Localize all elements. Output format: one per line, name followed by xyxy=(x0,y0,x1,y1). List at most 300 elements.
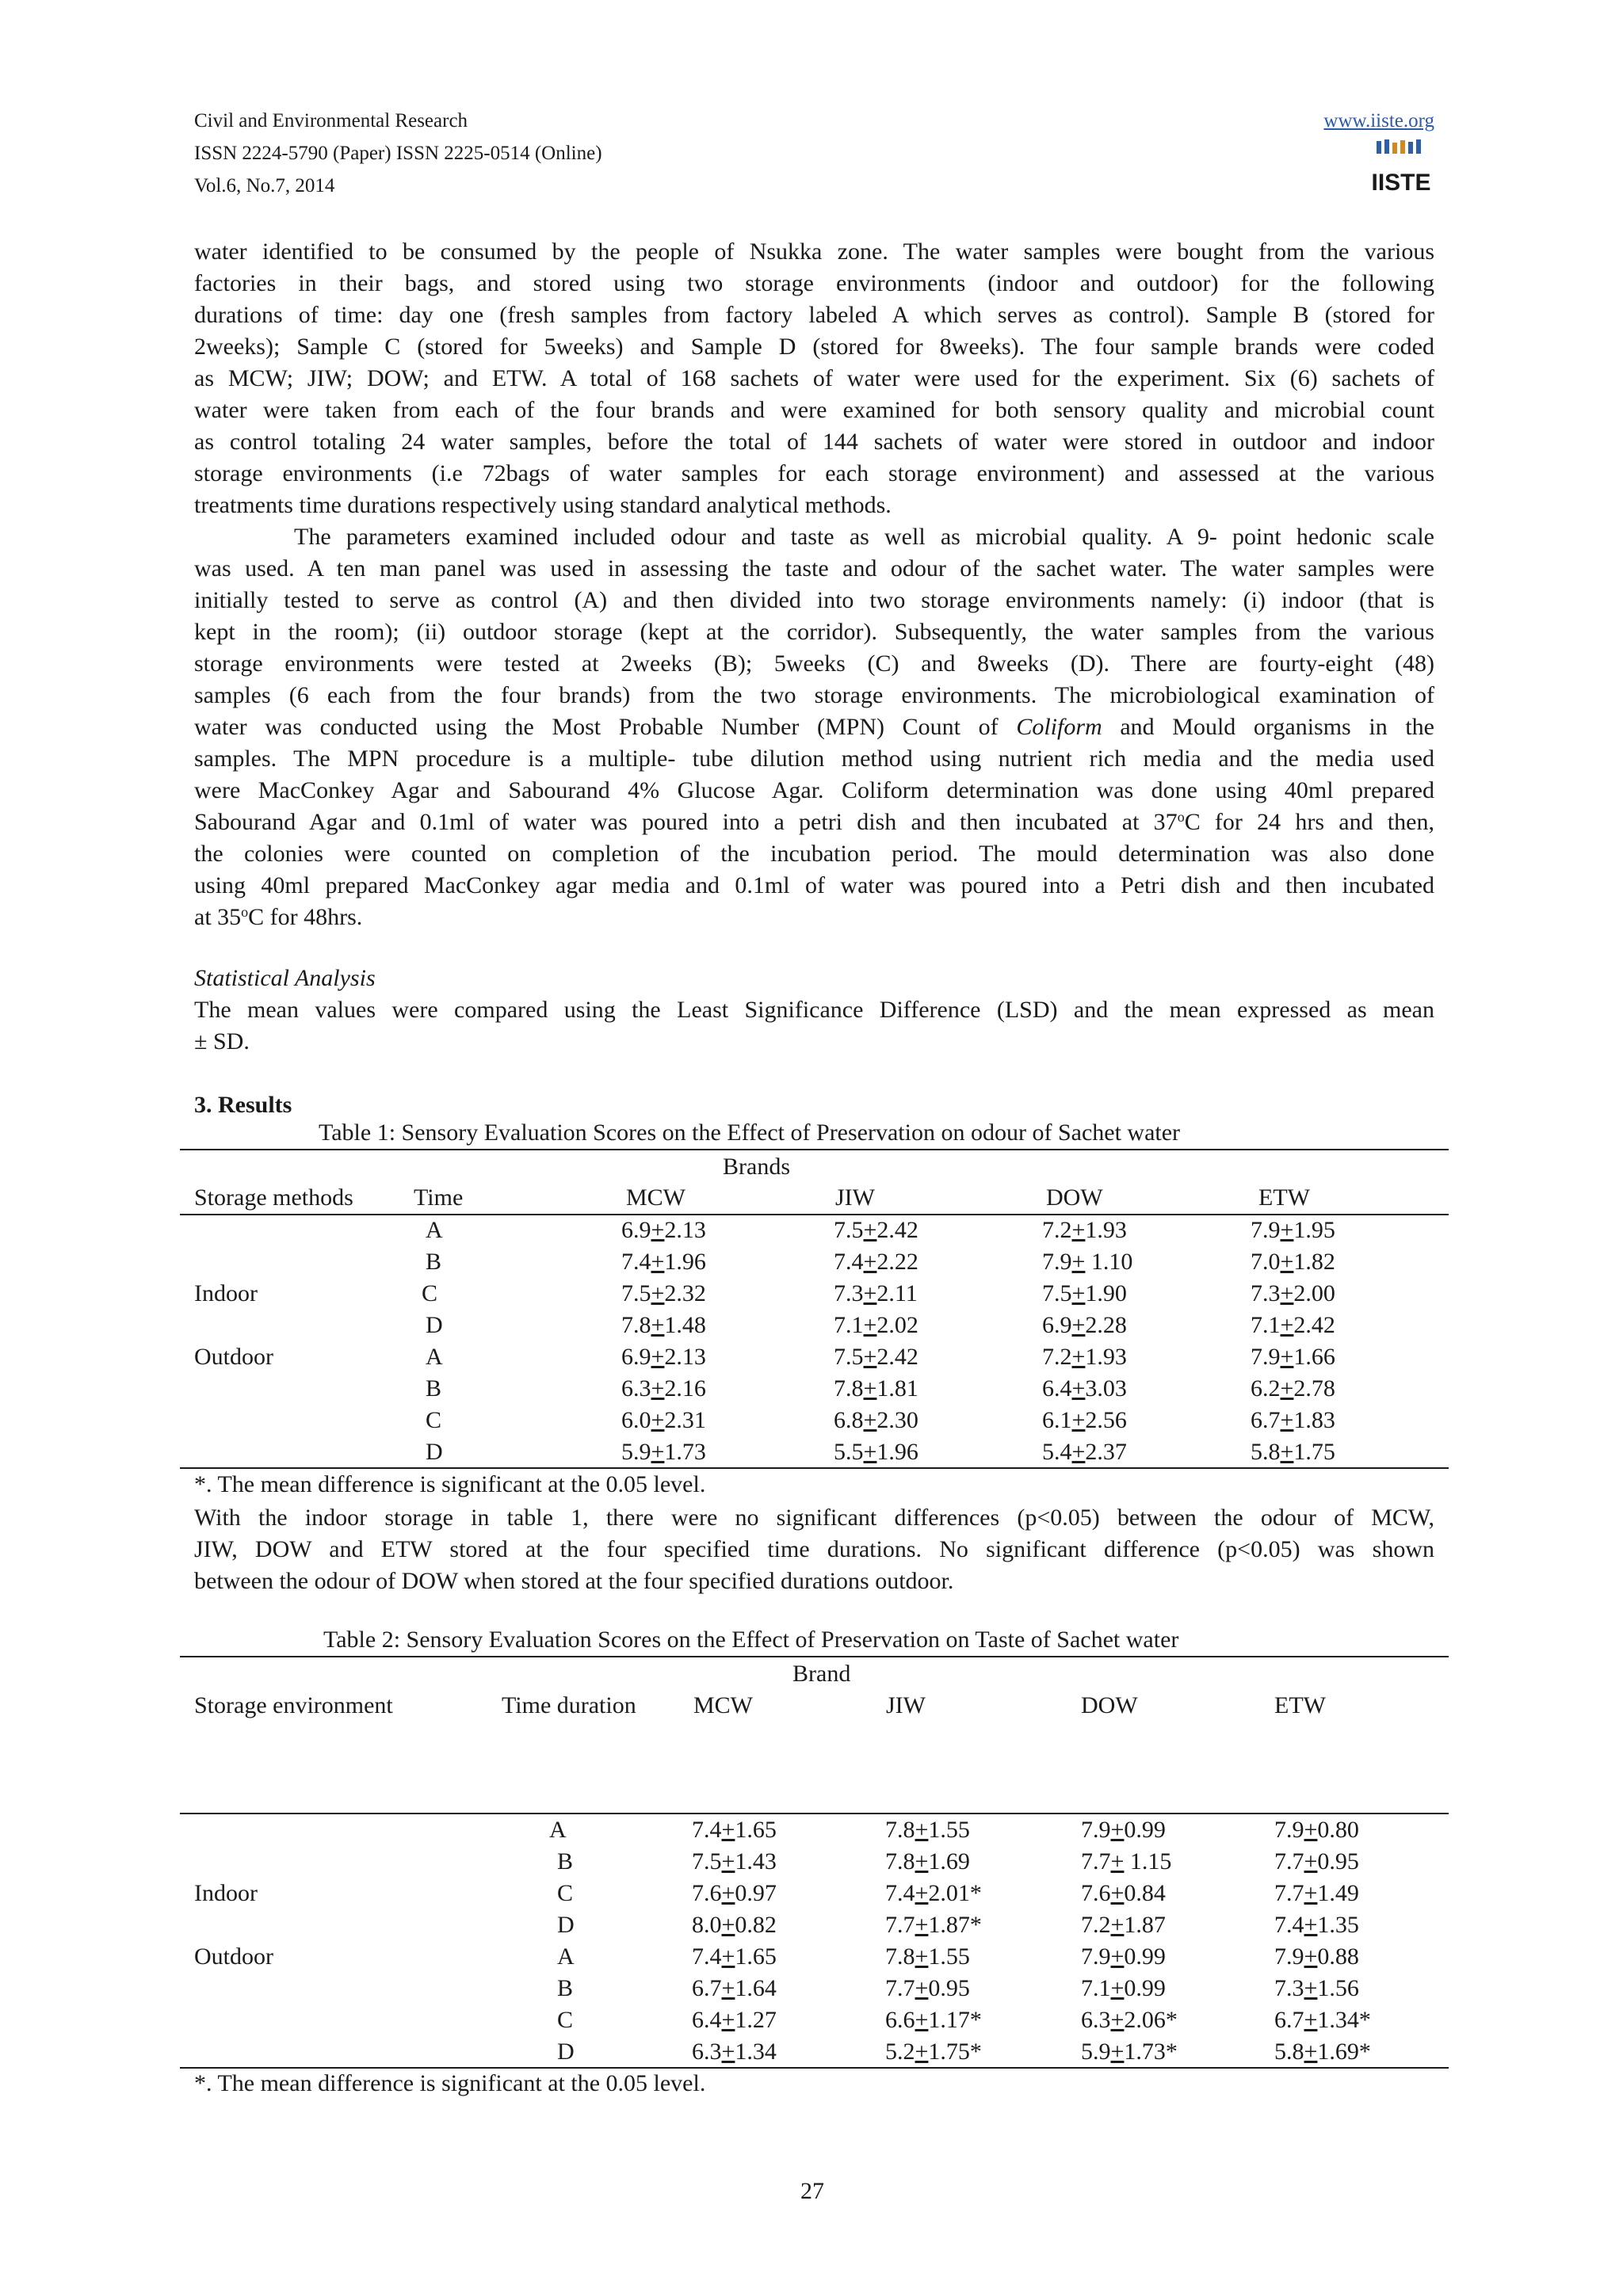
sd-value: 1.95 xyxy=(1293,1217,1335,1243)
table2-cell xyxy=(1081,2006,1178,2035)
mean-value: 6.4 xyxy=(1042,1375,1072,1402)
sd-value: 1.82 xyxy=(1293,1249,1335,1275)
table1-caption: Table 1: Sensory Evaluation Scores on the Effect of Preservation on odour of Sachet water xyxy=(319,1119,1181,1146)
plus-minus-sign: + xyxy=(651,1217,665,1243)
mean-value: 7.1 xyxy=(1081,1975,1111,2001)
mean-value: 7.7 xyxy=(1081,1848,1111,1875)
plus-minus-sign: + xyxy=(1304,1943,1318,1970)
mean-value: 6.3 xyxy=(692,2039,722,2065)
page-number: 27 xyxy=(800,2178,824,2204)
table2-cell xyxy=(1081,1911,1166,1939)
mean-value: 7.5 xyxy=(692,1848,722,1875)
table1-time-label: D xyxy=(426,1312,443,1338)
sd-value: 1.96 xyxy=(664,1249,706,1275)
sd-value: 1.83 xyxy=(1293,1407,1335,1433)
table1-cell xyxy=(834,1311,918,1340)
sd-value: 1.34 xyxy=(735,2039,777,2065)
table2-cell xyxy=(1274,1911,1359,1939)
table1-cell xyxy=(621,1406,706,1435)
table2-cell xyxy=(1081,1974,1166,2003)
sd-value: 1.65 xyxy=(735,1817,777,1843)
plus-minus-sign: + xyxy=(721,1912,735,1938)
sd-value: 0.84 xyxy=(1124,1880,1166,1906)
mean-value: 6.3 xyxy=(621,1375,651,1402)
sd-value: 1.64 xyxy=(735,1975,777,2001)
plus-minus-sign: + xyxy=(915,2039,929,2065)
table2-brand-header-2: DOW xyxy=(1081,1692,1138,1718)
sd-value: 2.56 xyxy=(1085,1407,1127,1433)
sd-value: 2.37 xyxy=(1085,1439,1127,1465)
plus-minus-sign: + xyxy=(1280,1344,1294,1370)
table1-cell xyxy=(1042,1375,1127,1403)
mean-value: 5.4 xyxy=(1042,1439,1072,1465)
sd-value: 1.34* xyxy=(1317,2007,1371,2033)
mean-value: 7.9 xyxy=(1042,1249,1072,1275)
plus-minus-sign: + xyxy=(1110,1848,1125,1875)
plus-minus-sign: + xyxy=(863,1344,877,1370)
mean-value: 7.6 xyxy=(692,1880,722,1906)
table2-cell xyxy=(1274,2038,1371,2066)
table2-cell xyxy=(885,1943,970,1971)
sd-value: 2.13 xyxy=(664,1344,706,1370)
paragraph-line: as MCW; JIW; DOW; and ETW. A total of 168 sachets of water were used for the experiment. Six (6) sachets of xyxy=(194,365,1434,391)
table2-cell xyxy=(692,2006,777,2035)
mean-value: 5.8 xyxy=(1274,2039,1304,2065)
issn-line: ISSN 2224-5790 (Paper) ISSN 2225-0514 (Online) xyxy=(194,143,602,164)
sd-value: 0.99 xyxy=(1124,1817,1166,1843)
table2-brand-header-1: JIW xyxy=(886,1692,926,1718)
mean-value: 7.8 xyxy=(885,1943,915,1970)
results-heading: 3. Results xyxy=(194,1092,292,1118)
plus-minus-sign: + xyxy=(721,1975,735,2001)
table1-cell xyxy=(834,1248,918,1276)
table1-brand-header-3: ETW xyxy=(1258,1184,1310,1211)
mean-value: 6.4 xyxy=(692,2007,722,2033)
plus-minus-sign: + xyxy=(1280,1407,1294,1433)
sd-value: 1.87* xyxy=(928,1912,982,1938)
plus-minus-sign: + xyxy=(1280,1217,1294,1243)
sd-value: 1.65 xyxy=(735,1943,777,1970)
mean-value: 7.9 xyxy=(1081,1943,1111,1970)
mean-value: 6.9 xyxy=(621,1217,651,1243)
sd-value: 1.48 xyxy=(664,1312,706,1338)
table2-brand-header-0: MCW xyxy=(693,1692,753,1718)
table1-time-header: Time xyxy=(414,1184,464,1211)
sd-value: 1.43 xyxy=(735,1848,777,1875)
mean-value: 7.8 xyxy=(834,1375,864,1402)
plus-minus-sign: + xyxy=(721,1817,735,1843)
mean-value: 6.0 xyxy=(621,1407,651,1433)
plus-minus-sign: + xyxy=(1071,1344,1086,1370)
sd-value: 0.99 xyxy=(1124,1943,1166,1970)
table2-cell xyxy=(1274,1879,1359,1908)
plus-minus-sign: + xyxy=(1071,1407,1086,1433)
table2-storage-header: Storage environment xyxy=(194,1692,393,1718)
sd-value: 1.96 xyxy=(876,1439,918,1465)
plus-minus-sign: + xyxy=(915,1880,929,1906)
sd-value: 2.32 xyxy=(664,1280,706,1306)
mean-value: 6.7 xyxy=(1251,1407,1281,1433)
sd-value: 1.73 xyxy=(664,1439,706,1465)
plus-minus-sign: + xyxy=(1304,2039,1318,2065)
mean-value: 7.0 xyxy=(1251,1249,1281,1275)
mean-value: 7.9 xyxy=(1081,1817,1111,1843)
plus-minus-sign: + xyxy=(1280,1439,1294,1465)
sd-value: 2.42 xyxy=(876,1344,918,1370)
table1-cell xyxy=(834,1375,918,1403)
plus-minus-sign: + xyxy=(651,1439,665,1465)
plus-minus-sign: + xyxy=(915,1975,929,2001)
plus-minus-sign: + xyxy=(863,1439,877,1465)
table2-brand-header-3: ETW xyxy=(1274,1692,1326,1718)
table2-time-label: B xyxy=(557,1848,574,1875)
paragraph-line: With the indoor storage in table 1, there were no significant differences (p<0.05) between the odour of MCW, xyxy=(194,1505,1434,1531)
table2-cell xyxy=(1274,1816,1359,1844)
mean-value: 7.3 xyxy=(1251,1280,1281,1306)
table2-bottom-rule xyxy=(180,2067,1449,2069)
plus-minus-sign: + xyxy=(863,1312,877,1338)
sd-value: 2.11 xyxy=(876,1280,918,1306)
table2-cell xyxy=(692,1911,777,1939)
sd-value: 1.75* xyxy=(928,2039,982,2065)
plus-minus-sign: + xyxy=(651,1249,665,1275)
sd-value: 1.56 xyxy=(1317,1975,1359,2001)
mean-value: 7.5 xyxy=(834,1344,864,1370)
table2-time-label: A xyxy=(557,1943,575,1970)
plus-minus-sign: + xyxy=(1280,1312,1294,1338)
sd-value: 1.75 xyxy=(1293,1439,1335,1465)
table2-cell xyxy=(885,2038,982,2066)
sd-value: 0.97 xyxy=(735,1880,777,1906)
plus-minus-sign: + xyxy=(915,2007,929,2033)
journal-website-link[interactable]: www.iiste.org xyxy=(1323,110,1434,132)
mean-value: 7.9 xyxy=(1251,1217,1281,1243)
table1-cell xyxy=(621,1280,706,1308)
table2-storage-label: Indoor xyxy=(194,1880,258,1906)
paragraph-line: treatments time durations respectively using standard analytical methods. xyxy=(194,492,892,518)
plus-minus-sign: + xyxy=(863,1249,877,1275)
table2-cell xyxy=(1274,2006,1371,2035)
table2-cell xyxy=(692,1943,777,1971)
table2-time-label: D xyxy=(557,1912,575,1938)
paragraph-line: factories in their bags, and stored using two storage environments (indoor and outdoor) for the following xyxy=(194,270,1434,296)
plus-minus-sign: + xyxy=(1304,1817,1318,1843)
mean-value: 7.4 xyxy=(1274,1912,1304,1938)
sd-value: 1.27 xyxy=(735,2007,777,2033)
table1-cell xyxy=(1251,1280,1335,1308)
plus-minus-sign: + xyxy=(1071,1375,1086,1402)
mean-value: 7.2 xyxy=(1081,1912,1111,1938)
plus-minus-sign: + xyxy=(1304,1848,1318,1875)
mean-value: 7.4 xyxy=(692,1817,722,1843)
table1-cell xyxy=(1251,1248,1335,1276)
table1-time-label: C xyxy=(422,1280,438,1306)
mean-value: 7.1 xyxy=(834,1312,864,1338)
mean-value: 7.8 xyxy=(885,1848,915,1875)
mean-value: 7.2 xyxy=(1042,1217,1072,1243)
table1-cell xyxy=(1251,1406,1335,1435)
table2-cell xyxy=(885,2006,982,2035)
statistical-analysis-heading: Statistical Analysis xyxy=(194,965,376,991)
mean-value: 7.5 xyxy=(621,1280,651,1306)
sd-value: 0.95 xyxy=(928,1975,970,2001)
plus-minus-sign: + xyxy=(651,1312,665,1338)
sd-value: 1.55 xyxy=(928,1817,970,1843)
volume-line: Vol.6, No.7, 2014 xyxy=(194,175,335,196)
plus-minus-sign: + xyxy=(915,1943,929,1970)
paragraph-line: JIW, DOW and ETW stored at the four specified time durations. No significant difference (p<0.05) was shown xyxy=(194,1536,1434,1562)
table1-cell xyxy=(834,1406,918,1435)
sd-value: 3.03 xyxy=(1085,1375,1127,1402)
mean-value: 6.2 xyxy=(1251,1375,1281,1402)
sd-value: 1.90 xyxy=(1085,1280,1127,1306)
sd-value: 2.01* xyxy=(928,1880,982,1906)
table2-header-rule xyxy=(180,1813,1449,1814)
table2-cell xyxy=(692,1816,777,1844)
table2-cell xyxy=(1081,1816,1166,1844)
table1-cell xyxy=(834,1438,918,1466)
plus-minus-sign: + xyxy=(1071,1217,1086,1243)
table1-cell xyxy=(1251,1438,1335,1466)
sd-value: 0.99 xyxy=(1124,1975,1166,2001)
sd-value: 2.42 xyxy=(876,1217,918,1243)
statistical-analysis-section: Statistical Analysis The mean values were compared using the Least Significance Difference (LSD) and the mean expressed as mean ± SD. xyxy=(194,963,1434,1058)
plus-minus-sign: + xyxy=(1110,1975,1125,2001)
plus-minus-sign: + xyxy=(1110,2039,1125,2065)
mean-value: 5.8 xyxy=(1251,1439,1281,1465)
table1-storage-label: Indoor xyxy=(194,1280,258,1306)
coliform-term: Coliform xyxy=(1016,714,1102,740)
table1-brands-header: Brands xyxy=(723,1154,790,1180)
paragraph-line: durations of time: day one (fresh samples from factory labeled A which serves as control). Sample B (stored for xyxy=(194,302,1434,328)
plus-minus-sign: + xyxy=(721,1880,735,1906)
logo-text: IISTE xyxy=(1371,170,1431,196)
table1-cell xyxy=(834,1280,918,1308)
mean-value: 7.9 xyxy=(1274,1943,1304,1970)
table1-bottom-rule xyxy=(180,1467,1449,1469)
table2-time-label: C xyxy=(557,1880,574,1906)
table1-time-label: A xyxy=(426,1344,443,1370)
sd-value: 1.93 xyxy=(1085,1217,1127,1243)
sd-value: 2.31 xyxy=(664,1407,706,1433)
sd-value: 2.00 xyxy=(1293,1280,1335,1306)
table2-cell xyxy=(1081,1879,1166,1908)
table1-time-label: D xyxy=(426,1439,443,1465)
sd-value: 2.22 xyxy=(876,1249,918,1275)
table2-cell xyxy=(1081,2038,1178,2066)
sd-value: 2.78 xyxy=(1293,1375,1335,1402)
sd-value: 2.16 xyxy=(664,1375,706,1402)
mean-value: 7.7 xyxy=(1274,1880,1304,1906)
mean-value: 5.2 xyxy=(885,2039,915,2065)
mean-value: 5.9 xyxy=(1081,2039,1111,2065)
mean-value: 7.7 xyxy=(885,1975,915,2001)
paragraph-line: as control totaling 24 water samples, before the total of 144 sachets of water were stored in outdoor and indoor xyxy=(194,429,1434,455)
sd-value: 1.69 xyxy=(928,1848,970,1875)
table1-cell xyxy=(1042,1280,1127,1308)
plus-minus-sign: + xyxy=(1280,1375,1294,1402)
mean-value: 7.3 xyxy=(1274,1975,1304,2001)
table2-cell xyxy=(692,1879,777,1908)
table1-cell xyxy=(1251,1311,1335,1340)
table1-cell xyxy=(834,1216,918,1245)
mean-value: 7.4 xyxy=(834,1249,864,1275)
mean-value: 6.8 xyxy=(834,1407,864,1433)
plus-minus-sign: + xyxy=(1071,1312,1086,1338)
mean-value: 7.1 xyxy=(1251,1312,1281,1338)
body-paragraph-1 xyxy=(194,236,1434,521)
table2-brand-header: Brand xyxy=(792,1661,851,1687)
plus-minus-sign: + xyxy=(1071,1439,1086,1465)
table2-caption: Table 2: Sensory Evaluation Scores on the Effect of Preservation on Taste of Sachet water xyxy=(323,1627,1179,1653)
table2-cell xyxy=(1274,1943,1359,1971)
paragraph-line: between the odour of DOW when stored at the four specified durations outdoor. xyxy=(194,1568,954,1594)
sd-value: 2.28 xyxy=(1085,1312,1127,1338)
table2-top-rule xyxy=(180,1656,1449,1657)
sd-value: 1.81 xyxy=(876,1375,918,1402)
table1-brand-header-2: DOW xyxy=(1046,1184,1103,1211)
table2-cell xyxy=(692,2038,777,2066)
table2-note: *. The mean difference is significant at the 0.05 level. xyxy=(194,2070,706,2096)
plus-minus-sign: + xyxy=(863,1407,877,1433)
table2-time-label: D xyxy=(557,2039,575,2065)
table1-cell xyxy=(1042,1438,1127,1466)
iiste-logo xyxy=(1371,138,1431,196)
sd-value: 1.49 xyxy=(1317,1880,1359,1906)
mean-value: 7.8 xyxy=(621,1312,651,1338)
sd-value: 1.55 xyxy=(928,1943,970,1970)
mean-value: 6.6 xyxy=(885,2007,915,2033)
mean-value: 7.4 xyxy=(621,1249,651,1275)
plus-minus-sign: + xyxy=(915,1848,929,1875)
table1-brand-header-0: MCW xyxy=(626,1184,685,1211)
table1-cell xyxy=(621,1438,706,1466)
table1-cell xyxy=(1042,1248,1132,1276)
sd-value: 0.95 xyxy=(1317,1848,1359,1875)
mean-value: 7.4 xyxy=(692,1943,722,1970)
plus-minus-sign: + xyxy=(1110,2007,1125,2033)
table1-header-rule xyxy=(180,1214,1449,1215)
plus-minus-sign: + xyxy=(863,1280,877,1306)
sd-value: 0.80 xyxy=(1317,1817,1359,1843)
plus-minus-sign: + xyxy=(915,1912,929,1938)
table2-cell xyxy=(885,1848,970,1876)
mean-value: 7.4 xyxy=(885,1880,915,1906)
paragraph-line: water identified to be consumed by the people of Nsukka zone. The water samples were bought from the various xyxy=(194,238,1434,265)
mean-value: 5.9 xyxy=(621,1439,651,1465)
plus-minus-sign: + xyxy=(863,1375,877,1402)
mean-value: 6.9 xyxy=(621,1344,651,1370)
table2-cell xyxy=(885,1911,982,1939)
plus-minus-sign: + xyxy=(1110,1912,1125,1938)
sd-value: 2.13 xyxy=(664,1217,706,1243)
sd-value: 2.06* xyxy=(1124,2007,1178,2033)
plus-minus-sign: + xyxy=(1280,1249,1294,1275)
sd-value: 0.82 xyxy=(735,1912,777,1938)
plus-minus-sign: + xyxy=(721,2039,735,2065)
journal-name: Civil and Environmental Research xyxy=(194,110,468,132)
mean-value: 6.1 xyxy=(1042,1407,1072,1433)
mean-value: 7.6 xyxy=(1081,1880,1111,1906)
sd-value: 2.30 xyxy=(876,1407,918,1433)
table2-cell xyxy=(692,1974,777,2003)
mean-value: 6.9 xyxy=(1042,1312,1072,1338)
table2-time-label: C xyxy=(557,2007,574,2033)
body-paragraph-3 xyxy=(194,1502,1434,1597)
mean-value: 7.7 xyxy=(1274,1848,1304,1875)
mean-value: 7.2 xyxy=(1042,1344,1072,1370)
sd-value: 2.42 xyxy=(1293,1312,1335,1338)
paragraph-line: water were taken from each of the four brands and were examined for both sensory quality and microbial count xyxy=(194,397,1434,423)
plus-minus-sign: + xyxy=(1280,1280,1294,1306)
table2-time-label: B xyxy=(557,1975,574,2001)
mean-value: 7.5 xyxy=(834,1217,864,1243)
table2-cell xyxy=(1081,1848,1171,1876)
table1-brand-header-1: JIW xyxy=(835,1184,875,1211)
table2-cell xyxy=(885,1879,982,1908)
mean-value: 7.5 xyxy=(1042,1280,1072,1306)
table1-cell xyxy=(621,1343,706,1371)
mean-value: 6.3 xyxy=(1081,2007,1111,2033)
table2-cell xyxy=(1274,1848,1359,1876)
sd-value: 1.66 xyxy=(1293,1344,1335,1370)
plus-minus-sign: + xyxy=(651,1280,665,1306)
table2-cell xyxy=(885,1816,970,1844)
sd-value: 2.02 xyxy=(876,1312,918,1338)
table1-cell xyxy=(1042,1406,1127,1435)
table2-cell xyxy=(885,1974,970,2003)
sd-value: 1.93 xyxy=(1085,1344,1127,1370)
plus-minus-sign: + xyxy=(1110,1817,1125,1843)
table2-cell xyxy=(1081,1943,1166,1971)
table2-time-label: A xyxy=(549,1817,567,1843)
plus-minus-sign: + xyxy=(651,1375,665,1402)
table1-cell xyxy=(621,1216,706,1245)
sd-value: 1.17* xyxy=(928,2007,982,2033)
plus-minus-sign: + xyxy=(1110,1943,1125,1970)
plus-minus-sign: + xyxy=(721,2007,735,2033)
plus-minus-sign: + xyxy=(721,1943,735,1970)
table1-storage-header: Storage methods xyxy=(194,1184,353,1211)
body-paragraph-2: The parameters examined included odour and taste as well as microbial quality. A 9- point hedonic scale was used. A ten man panel was used in assessing the taste and odour of the sachet water. The water samples were initially tested to serve as control (A) and then divided into two storage environments namely: (i) indoor (that is kept in the room); (ii) outdoor storage (kept at the corridor). Subsequently, the water samples from the various storage environments were tested at 2weeks (B); 5weeks (C) and 8weeks (D). There are fourty-eight (48) samples (6 each from the four brands) from the two storage environments. The microbiological examination of water was conducted using the Most Probable Number (MPN) Count of Coliform and Mould organisms in the samples. The MPN procedure is a multiple- tube dilution method using nutrient rich media and the media used were MacConkey Agar and Sabourand 4% Glucose Agar. Coliform determination was done using 40ml prepared Sabourand Agar and 0.1ml of water was poured into a petri dish and then incubated at 37$^o$C for 24 hrs and then, the colonies were counted on completion of the incubation period. The mould determination was also done using 40ml prepared MacConkey agar media and 0.1ml of water was poured into a Petri dish and then incubated at 35$^o$C for 48hrs. xyxy=(194,524,1434,930)
table2-storage-label: Outdoor xyxy=(194,1943,273,1970)
mean-value: 7.9 xyxy=(1251,1344,1281,1370)
sd-value: 1.10 xyxy=(1085,1249,1133,1275)
table1-cell xyxy=(1251,1375,1335,1403)
plus-minus-sign: + xyxy=(1304,2007,1318,2033)
table1-cell xyxy=(1251,1216,1335,1245)
mean-value: 8.0 xyxy=(692,1912,722,1938)
paragraph-line: storage environments (i.e 72bags of water samples for each storage environment) and assessed at the various xyxy=(194,460,1434,486)
table2-cell xyxy=(692,1848,777,1876)
table2-cell xyxy=(1274,1974,1359,2003)
mean-value: 5.5 xyxy=(834,1439,864,1465)
table2-time-header: Time duration xyxy=(502,1692,636,1718)
plus-minus-sign: + xyxy=(651,1344,665,1370)
table1-cell xyxy=(834,1343,918,1371)
table1-time-label: A xyxy=(426,1217,443,1243)
mean-value: 7.3 xyxy=(834,1280,864,1306)
sd-value: 1.87 xyxy=(1124,1912,1166,1938)
table1-cell xyxy=(1042,1216,1127,1245)
sd-value: 0.88 xyxy=(1317,1943,1359,1970)
table1-cell xyxy=(1042,1311,1127,1340)
sd-value: 1.35 xyxy=(1317,1912,1359,1938)
plus-minus-sign: + xyxy=(915,1817,929,1843)
table1-note: *. The mean difference is significant at the 0.05 level. xyxy=(194,1471,706,1497)
plus-minus-sign: + xyxy=(1071,1280,1086,1306)
table1-time-label: B xyxy=(426,1249,442,1275)
